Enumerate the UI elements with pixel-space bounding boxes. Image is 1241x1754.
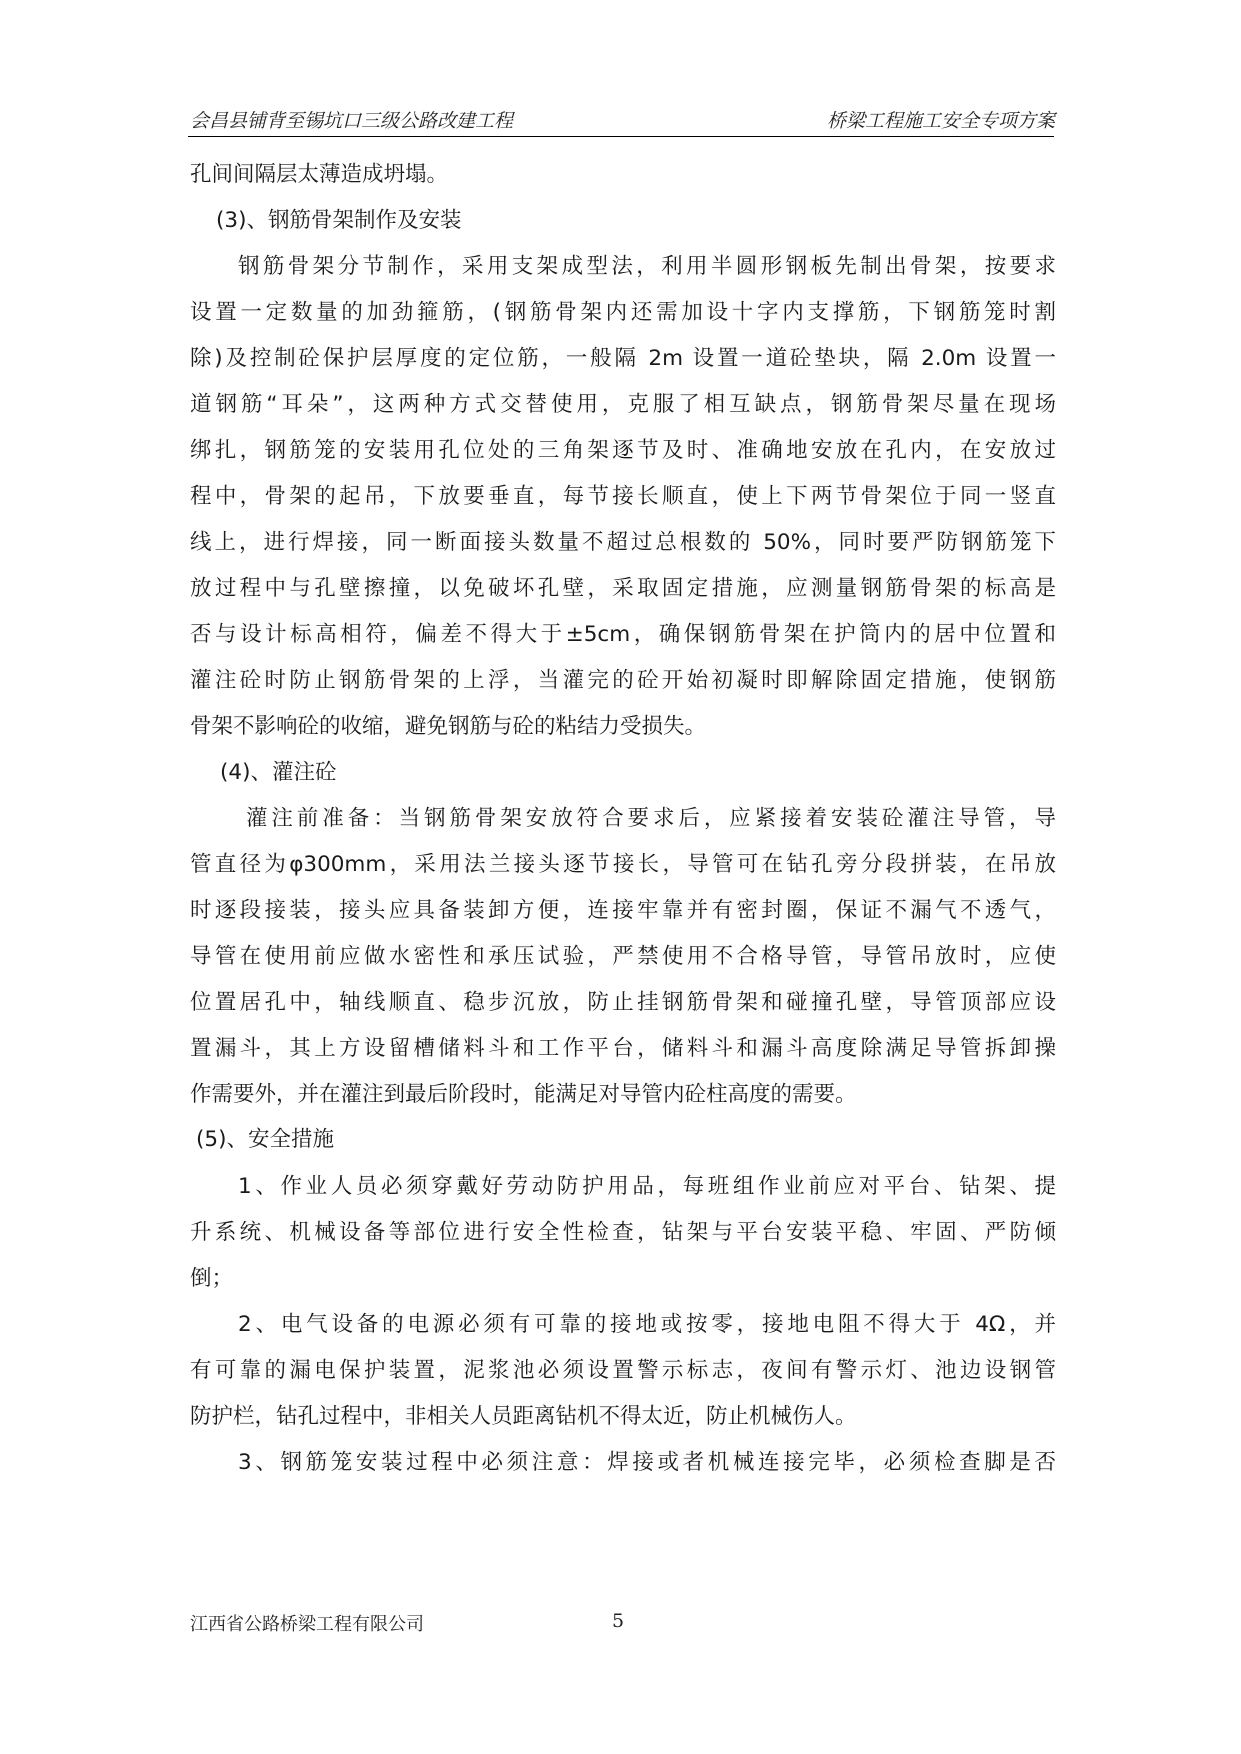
list-item: 1、作业人员必须穿戴好劳动防护用品，每班组作业前应对平台、钻架、提 [238,1174,1056,1199]
body-line: 置漏斗，其上方设留槽储料斗和工作平台，储料斗和漏斗高度除满足导管拆卸操 [190,1036,1056,1061]
body-line: 放过程中与孔壁擦撞，以免破坏孔壁，采取固定措施，应测量钢筋骨架的标高是 [190,576,1056,601]
footer-company: 江西省公路桥梁工程有限公司 [190,1614,424,1635]
body-line: 绑扎，钢筋笼的安装用孔位处的三角架逐节及时、准确地安放在孔内，在安放过 [190,438,1056,463]
page-number: 5 [612,1610,625,1632]
body-line: 灌注前准备：当钢筋骨架安放符合要求后，应紧接着安装砼灌注导管，导 [246,806,1056,831]
body-line: 位置居孔中，轴线顺直、稳步沉放，防止挂钢筋骨架和碰撞孔壁，导管顶部应设 [190,990,1056,1015]
list-item: 3、钢筋笼安装过程中必须注意：焊接或者机械连接完毕，必须检查脚是否 [238,1450,1056,1475]
body-line: 防护栏，钻孔过程中，非相关人员距离钻机不得太近，防止机械伤人。 [190,1404,857,1429]
body-line: 升系统、机械设备等部位进行安全性检查，钻架与平台安装平稳、牢固、严防倾 [190,1220,1056,1245]
section-heading: (4)、灌注砼 [220,760,337,785]
body-line: 灌注砼时防止钢筋骨架的上浮，当灌完的砼开始初凝时即解除固定措施，使钢筋 [190,668,1056,693]
body-line: 时逐段接装，接头应具备装卸方便，连接牢靠并有密封圈，保证不漏气不透气， [190,898,1056,923]
body-line: 作需要外，并在灌注到最后阶段时，能满足对导管内砼柱高度的需要。 [190,1082,857,1107]
header-project-title: 会昌县铺背至锡坑口三级公路改建工程 [190,110,514,132]
body-line: 孔间间隔层太薄造成坍塌。 [190,162,449,187]
section-heading: (3)、钢筋骨架制作及安装 [216,208,462,233]
body-line: 倒； [190,1266,234,1291]
body-line: 道钢筋“耳朵”，这两种方式交替使用，克服了相互缺点，钢筋骨架尽量在现场 [190,392,1056,417]
body-line: 钢筋骨架分节制作，采用支架成型法，利用半圆形钢板先制出骨架，按要求 [238,254,1056,279]
body-line: 程中，骨架的起吊，下放要垂直，每节接长顺直，使上下两节骨架位于同一竖直 [190,484,1056,509]
list-item: 2、电气设备的电源必须有可靠的接地或按零，接地电阻不得大于 4Ω，并 [238,1312,1056,1337]
body-line: 有可靠的漏电保护装置，泥浆池必须设置警示标志，夜间有警示灯、池边设钢管 [190,1358,1056,1383]
header-document-title: 桥梁工程施工安全专项方案 [826,110,1055,132]
body-line: 线上，进行焊接，同一断面接头数量不超过总根数的 50%，同时要严防钢筋笼下 [190,530,1056,555]
body-line: 管直径为φ300mm，采用法兰接头逐节接长，导管可在钻孔旁分段拼装，在吊放 [190,852,1056,877]
section-heading: (5)、安全措施 [196,1127,334,1152]
body-line: 否与设计标高相符，偏差不得大于±5cm，确保钢筋骨架在护筒内的居中位置和 [190,622,1056,647]
body-line: 设置一定数量的加劲箍筋，(钢筋骨架内还需加设十字内支撑筋，下钢筋笼时割 [190,300,1056,325]
body-line: 骨架不影响砼的收缩，避免钢筋与砼的粘结力受损失。 [190,714,707,739]
header-rule [188,136,1054,137]
body-line: 除)及控制砼保护层厚度的定位筋，一般隔 2m 设置一道砼垫块，隔 2.0m 设置一 [190,346,1056,371]
body-line: 导管在使用前应做水密性和承压试验，严禁使用不合格导管，导管吊放时，应使 [190,944,1056,969]
